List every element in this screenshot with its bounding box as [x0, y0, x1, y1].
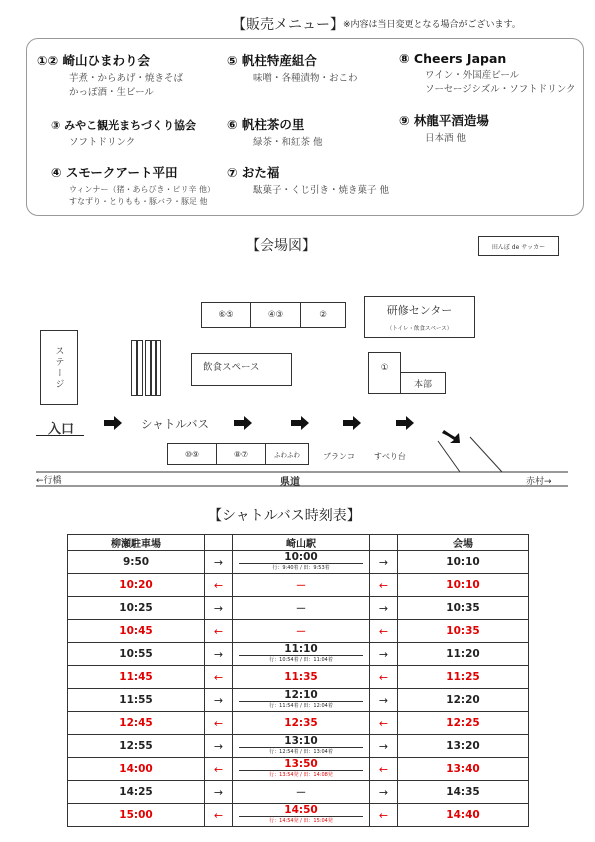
yanase-time: 12:55 — [68, 735, 205, 758]
timetable-row — [68, 666, 529, 689]
right-arrow-icon: → — [370, 551, 398, 574]
sakiyama-cell — [233, 689, 370, 712]
yanase-time: 12:45 — [68, 712, 205, 735]
vendor-name: ⑨ 林龍平酒造場 — [399, 113, 489, 128]
venue-time: 12:20 — [398, 689, 529, 712]
sakiyama-time: － — [295, 602, 307, 615]
sakiyama-time: － — [295, 786, 307, 799]
shuttle-arrow — [396, 416, 414, 430]
left-arrow-icon: ← — [370, 620, 398, 643]
swing-label: ブランコ — [323, 452, 355, 461]
soccer-field-box: 田んぼ de サッカー — [478, 236, 559, 256]
booth-65: ⑥⑤ — [201, 302, 251, 328]
sakiyama-cell — [233, 758, 370, 781]
sakiyama-time: 11:10 — [239, 644, 363, 656]
vendor-item: ウィンナー（猪・あらびき・ピリ辛 他） — [69, 185, 216, 194]
sakiyama-cell — [233, 666, 370, 689]
right-arrow-icon: → — [370, 597, 398, 620]
yanase-time: 14:00 — [68, 758, 205, 781]
menu-title: 【販売メニュー】 — [232, 17, 344, 33]
booth-2: ② — [300, 302, 346, 328]
yanase-time: 11:45 — [68, 666, 205, 689]
shuttle-arrow — [104, 416, 122, 430]
left-direction: ←行橋 — [36, 476, 62, 486]
sakiyama-cell — [233, 781, 370, 804]
vendor-name: ③ みやこ観光まちづくり協会 — [51, 119, 197, 132]
timetable-row — [68, 689, 529, 712]
road-branch-line — [438, 441, 460, 472]
venue-time: 13:40 — [398, 758, 529, 781]
vendor-item: ソーセージシズル・ソフトドリンク — [425, 84, 576, 95]
venue-time: 12:25 — [398, 712, 529, 735]
vendor-name: ①② 崎山ひまわり会 — [37, 53, 151, 68]
entrance-label: 入口 — [48, 422, 75, 437]
vendor-item: 日本酒 他 — [425, 133, 467, 144]
vendor-item: すなずり・とりもも・豚バラ・豚足 他 — [69, 197, 208, 206]
sakiyama-time: 12:35 — [284, 717, 318, 729]
right-arrow-icon: → — [370, 643, 398, 666]
fuwafuwa-box: ふわふわ — [265, 443, 309, 465]
timetable-row — [68, 712, 529, 735]
vendor-name: ④ スモークアート平田 — [51, 165, 178, 180]
venue-time: 11:25 — [398, 666, 529, 689]
sakiyama-cell — [233, 643, 370, 666]
sakiyama-time: － — [295, 625, 307, 638]
yanase-time: 15:00 — [68, 804, 205, 827]
vendor-item: 緑茶・和紅茶 他 — [253, 137, 323, 148]
timetable-header-row — [68, 535, 529, 551]
right-arrow-icon: → — [370, 735, 398, 758]
left-arrow-icon: ← — [370, 804, 398, 827]
right-arrow-icon: → — [205, 597, 233, 620]
turn-arrow — [442, 430, 460, 443]
sakiyama-time: 11:35 — [284, 671, 318, 683]
left-arrow-icon: ← — [205, 804, 233, 827]
station-connection: 行：11:54着 / 田：12:04着 — [269, 703, 333, 709]
left-arrow-icon: ← — [205, 620, 233, 643]
station-connection: 行：13:54発 / 田：14:08発 — [269, 772, 333, 778]
timetable-row — [68, 620, 529, 643]
timetable-row — [68, 597, 529, 620]
training-center-label: 研修センター — [386, 304, 453, 317]
sakiyama-cell — [233, 712, 370, 735]
vendor-item: かっぽ酒・生ビール — [69, 87, 154, 98]
header-sakiyama: 崎山駅 — [233, 535, 370, 551]
headquarters: 本部 — [400, 372, 446, 394]
timetable-row — [68, 781, 529, 804]
yanase-time: 10:20 — [68, 574, 205, 597]
sakiyama-cell — [233, 574, 370, 597]
sakiyama-time: 10:00 — [239, 552, 363, 564]
timetable-row — [68, 804, 529, 827]
shuttle-arrow — [343, 416, 361, 430]
sakiyama-time: 13:10 — [239, 736, 363, 748]
map-title: 【会場図】 — [246, 238, 316, 254]
booth-87: ⑧⑦ — [216, 443, 266, 465]
right-arrow-icon: → — [205, 643, 233, 666]
road-label: 県道 — [280, 477, 300, 488]
training-center-sub: （トイレ・飲食スペース） — [386, 326, 453, 332]
left-arrow-icon: ← — [370, 712, 398, 735]
venue-time: 10:10 — [398, 574, 529, 597]
sakiyama-time: 12:10 — [239, 690, 363, 702]
timetable-row — [68, 643, 529, 666]
venue-time: 11:20 — [398, 643, 529, 666]
vendor-name: ⑥ 帆柱茶の里 — [227, 117, 305, 132]
left-arrow-icon: ← — [205, 666, 233, 689]
timetable-row — [68, 551, 529, 574]
timetable-row — [68, 574, 529, 597]
left-arrow-icon: ← — [370, 666, 398, 689]
vendor-item: 味噌・各種漬物・おこわ — [253, 73, 358, 84]
vendor-item: 駄菓子・くじ引き・焼き菓子 他 — [253, 185, 390, 196]
slide-label: すべり台 — [374, 452, 406, 461]
menu-note: ※内容は当日変更となる場合がございます。 — [343, 20, 521, 30]
sakiyama-cell — [233, 735, 370, 758]
stage: ステージ — [40, 330, 78, 405]
vendor-name: ⑦ おた福 — [227, 165, 280, 180]
yanase-time: 10:25 — [68, 597, 205, 620]
booth-43: ④③ — [250, 302, 301, 328]
station-connection: 行：10:54着 / 田：11:04着 — [269, 657, 333, 663]
header-yanase: 柳瀬駐車場 — [68, 535, 205, 551]
timetable-title: 【シャトルバス時刻表】 — [208, 508, 361, 524]
venue-time: 10:35 — [398, 597, 529, 620]
right-arrow-icon: → — [205, 551, 233, 574]
yanase-time: 11:55 — [68, 689, 205, 712]
venue-time: 14:35 — [398, 781, 529, 804]
right-arrow-icon: → — [205, 689, 233, 712]
left-arrow-icon: ← — [370, 758, 398, 781]
station-connection: 行：9:40着 / 田：9:53着 — [272, 565, 330, 571]
venue-time: 13:20 — [398, 735, 529, 758]
right-arrow-icon: → — [205, 781, 233, 804]
yanase-time: 14:25 — [68, 781, 205, 804]
yanase-time: 9:50 — [68, 551, 205, 574]
vendor-name: ⑧ Cheers Japan — [399, 51, 507, 66]
vendor-item: ソフトドリンク — [69, 137, 136, 148]
vendor-item: 芋煮・からあげ・焼きそば — [69, 73, 184, 84]
left-arrow-icon: ← — [205, 712, 233, 735]
left-arrow-icon: ← — [370, 574, 398, 597]
station-connection: 行：14:54発 / 田：15:04発 — [269, 818, 333, 824]
header-venue: 会場 — [398, 535, 529, 551]
timetable — [67, 534, 529, 827]
vendor-name: ⑤ 帆柱特産組合 — [227, 53, 317, 68]
shuttle-arrow — [234, 416, 252, 430]
left-arrow-icon: ← — [205, 574, 233, 597]
sakiyama-cell — [233, 804, 370, 827]
vendor-item: ワイン・外国産ビール — [425, 70, 520, 81]
timetable-row — [68, 758, 529, 781]
booth-1: ① — [368, 352, 401, 394]
station-connection: 行：12:54着 / 田：13:04着 — [269, 749, 333, 755]
venue-time: 14:40 — [398, 804, 529, 827]
sakiyama-cell — [233, 620, 370, 643]
yanase-time: 10:55 — [68, 643, 205, 666]
right-arrow-icon: → — [205, 735, 233, 758]
sakiyama-time: － — [295, 579, 307, 592]
shuttle-label: シャトルバス — [141, 417, 209, 431]
right-arrow-icon: → — [370, 689, 398, 712]
left-arrow-icon: ← — [205, 758, 233, 781]
venue-time: 10:35 — [398, 620, 529, 643]
yanase-time: 10:45 — [68, 620, 205, 643]
road-branch-line — [470, 437, 502, 472]
sakiyama-time: 13:50 — [239, 759, 363, 771]
booth-109: ⑩⑨ — [167, 443, 217, 465]
right-direction: 赤村→ — [526, 477, 552, 487]
venue-time: 10:10 — [398, 551, 529, 574]
timetable-row — [68, 735, 529, 758]
sakiyama-time: 14:50 — [239, 805, 363, 817]
sakiyama-cell — [233, 597, 370, 620]
food-space: 飲食スペース — [191, 353, 292, 386]
right-arrow-icon: → — [370, 781, 398, 804]
sakiyama-cell — [233, 551, 370, 574]
shuttle-arrow — [291, 416, 309, 430]
